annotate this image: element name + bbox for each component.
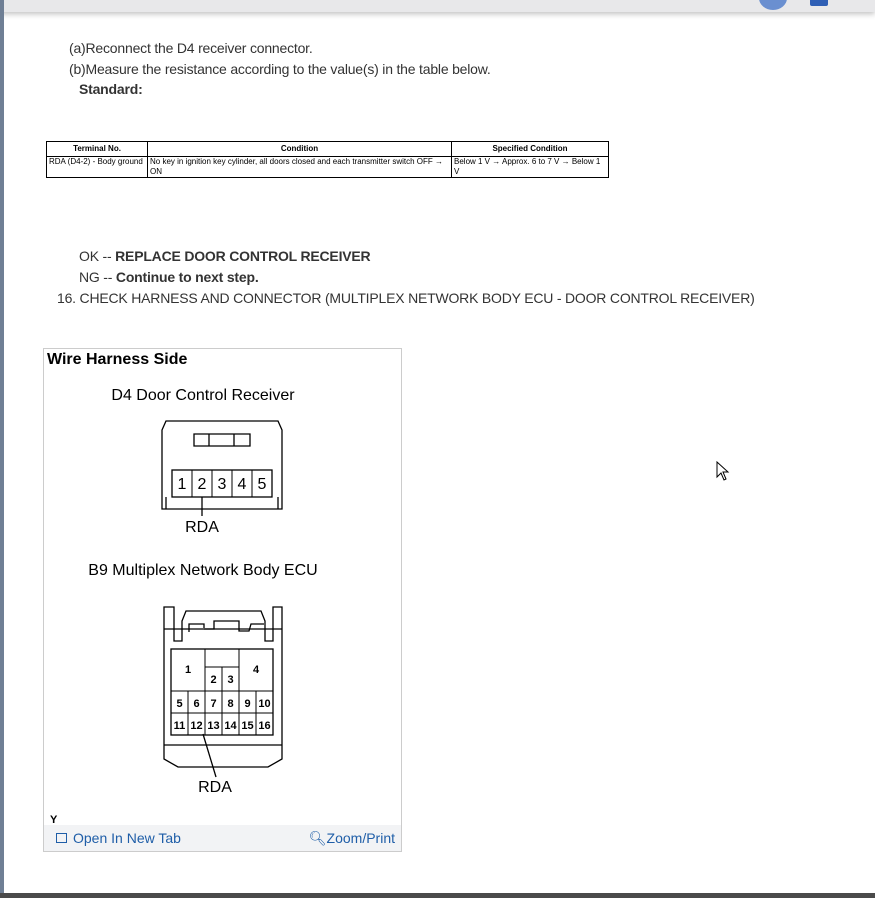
standard-label: Standard:: [79, 81, 143, 97]
open-new-tab-link[interactable]: [56, 830, 181, 846]
spec-table: [46, 141, 609, 178]
ok-action: REPLACE DOOR CONTROL RECEIVER: [115, 248, 371, 264]
pin-label: 16: [258, 720, 271, 732]
table-row: [47, 157, 609, 178]
ng-action: Continue to next step.: [115, 269, 259, 285]
pin-label: 2: [197, 476, 207, 493]
zoom-print-label: Zoom/Print: [326, 830, 395, 846]
connector1-drawing: [162, 421, 282, 509]
figure-footer: [44, 825, 401, 851]
wiring-figure: [43, 348, 402, 852]
pin-label: 3: [217, 476, 227, 493]
pin-label: 14: [224, 720, 237, 732]
open-new-tab-icon: [56, 833, 67, 843]
pin-label: 13: [207, 720, 220, 732]
window-border: [0, 0, 4, 898]
pin-label: 1: [177, 476, 187, 493]
cell: RDA (D4-2) - Body ground: [47, 157, 148, 178]
notification-icon[interactable]: [810, 0, 828, 6]
zoom-print-link[interactable]: [309, 830, 395, 847]
connector2-rda-label: RDA: [198, 779, 232, 796]
col-header: Terminal No.: [47, 142, 148, 157]
ng-prefix: NG --: [79, 269, 116, 285]
col-header: Condition: [148, 142, 452, 157]
pin-label: 1: [184, 664, 192, 676]
pin-label: 5: [176, 698, 183, 710]
pin-label: 5: [257, 476, 267, 493]
step-a: (a)Reconnect the D4 receiver connector.: [69, 40, 313, 56]
ok-result: [79, 248, 370, 264]
mouse-cursor-icon: [716, 461, 730, 481]
window-border-bottom: [0, 893, 875, 898]
pin-label: 7: [210, 698, 217, 710]
pin-label: 4: [237, 476, 247, 493]
pin-label: 3: [227, 674, 234, 686]
rda-leader-2: [203, 734, 216, 777]
pin-label: 2: [210, 674, 217, 686]
pin-label: 6: [193, 698, 200, 710]
top-toolbar: [0, 0, 875, 12]
ng-result: [79, 269, 259, 285]
col-header: Specified Condition: [452, 142, 609, 157]
connector-diagram: [44, 349, 401, 824]
next-step-heading: 16. CHECK HARNESS AND CONNECTOR (MULTIPLEX NETWORK BODY ECU - DOOR CONTROL RECEIVER): [57, 290, 755, 306]
open-new-tab-label: Open In New Tab: [73, 830, 181, 846]
pin-label: 12: [190, 720, 203, 732]
figure-code: Y: [50, 814, 58, 824]
step-b: (b)Measure the resistance according to the value(s) in the table below.: [69, 61, 491, 77]
cell: Below 1 V → Approx. 6 to 7 V → Below 1 V: [452, 157, 609, 178]
pin-label: 8: [227, 698, 234, 710]
connector2-name: B9 Multiplex Network Body ECU: [88, 562, 318, 579]
pin-label: 10: [258, 698, 271, 710]
pin-label: 15: [241, 720, 254, 732]
pin-label: 11: [173, 720, 186, 732]
connector1-rda-label: RDA: [185, 519, 219, 536]
pin-label: 4: [252, 664, 260, 676]
figure-title: Wire Harness Side: [47, 351, 188, 368]
connector2-drawing: [164, 607, 282, 767]
connector1-name: D4 Door Control Receiver: [111, 387, 295, 404]
zoom-icon: 🔍︎: [308, 830, 327, 846]
pin-label: 9: [244, 698, 251, 710]
cell: No key in ignition key cylinder, all doors closed and each transmitter switch OFF → ON: [148, 157, 452, 178]
ok-prefix: OK --: [79, 248, 116, 264]
